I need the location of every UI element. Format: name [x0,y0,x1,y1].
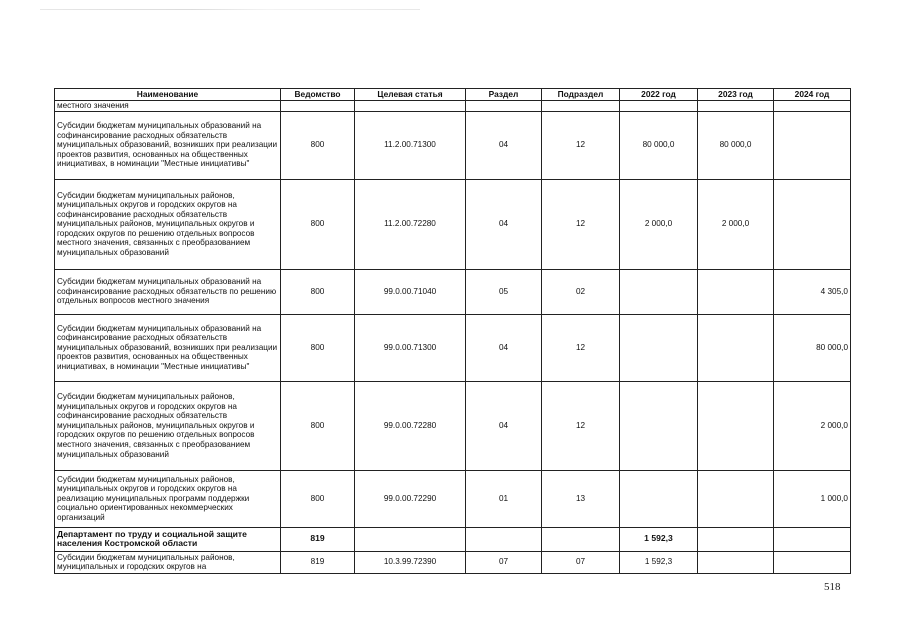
cell-vedomstvo: 819 [281,527,355,551]
table-row [55,179,851,269]
table-row [55,111,851,179]
cell-razdel: 05 [466,269,542,314]
cell-2023: 80 000,0 [698,111,774,179]
cell-podrazdel [542,527,620,551]
cell-name: Субсидии бюджетам муниципальных районов, муниципальных округов и городских округов на реализацию муниципальных программ поддержки социально ориентированных некоммерческих организаций [55,470,281,527]
cell-2024 [774,101,851,112]
cell-podrazdel: 02 [542,269,620,314]
cell-razdel [466,527,542,551]
cell-razdel: 07 [466,551,542,573]
cell-vedomstvo: 800 [281,381,355,470]
cell-2022 [620,101,698,112]
cell-2023 [698,101,774,112]
cell-podrazdel: 13 [542,470,620,527]
cell-name: Субсидии бюджетам муниципальных образований на софинансирование расходных обязательств муниципальных образований, возникших при реализации проектов развития, основанных на общественных инициативах, в номинации "Местные инициативы" [55,111,281,179]
table-row [55,314,851,381]
cell-2024: 80 000,0 [774,314,851,381]
cell-statya: 99.0.00.71300 [355,314,466,381]
cell-2023 [698,381,774,470]
cell-podrazdel: 12 [542,381,620,470]
col-header-2023: 2023 год [698,89,774,101]
cell-2022: 1 592,3 [620,527,698,551]
cell-vedomstvo: 819 [281,551,355,573]
cell-vedomstvo: 800 [281,179,355,269]
cell-razdel: 04 [466,314,542,381]
cell-statya: 11.2.00.72280 [355,179,466,269]
cell-razdel: 01 [466,470,542,527]
cell-statya: 99.0.00.71040 [355,269,466,314]
cell-razdel: 04 [466,381,542,470]
cell-name: Субсидии бюджетам муниципальных образований на софинансирование расходных обязательств по решению отдельных вопросов местного значения [55,269,281,314]
cell-name: местного значения [55,101,281,112]
cell-2023 [698,527,774,551]
cell-2024: 4 305,0 [774,269,851,314]
cell-statya [355,101,466,112]
cell-2023 [698,470,774,527]
cell-2024 [774,527,851,551]
cell-podrazdel: 12 [542,111,620,179]
table-header-row [55,89,851,101]
cell-podrazdel: 07 [542,551,620,573]
col-header-statya: Целевая статья [355,89,466,101]
cell-2022 [620,269,698,314]
col-header-podrazdel: Подраздел [542,89,620,101]
cell-2023 [698,314,774,381]
col-header-2022: 2022 год [620,89,698,101]
cell-statya: 99.0.00.72280 [355,381,466,470]
cell-2022 [620,381,698,470]
cell-name: Субсидии бюджетам муниципальных районов, муниципальных и городских округов на [55,551,281,573]
cell-razdel: 04 [466,111,542,179]
budget-table [54,88,851,574]
scan-artifact [40,9,420,10]
cell-vedomstvo: 800 [281,470,355,527]
cell-2022 [620,314,698,381]
cell-2023 [698,269,774,314]
cell-statya: 11.2.00.71300 [355,111,466,179]
cell-2024 [774,179,851,269]
cell-razdel [466,101,542,112]
page-number: 518 [824,581,841,593]
cell-2022 [620,470,698,527]
cell-2023 [698,551,774,573]
table-row-department [55,527,851,551]
table-row [55,470,851,527]
cell-2023: 2 000,0 [698,179,774,269]
cell-name: Субсидии бюджетам муниципальных районов, муниципальных округов и городских округов на софинансирование расходных обязательств муниципальных районов, муниципальных округов и городских округов по решению отдельных вопросов местного значения, связанных с преобразованием муниципальных образований [55,179,281,269]
cell-2024 [774,551,851,573]
cell-name: Субсидии бюджетам муниципальных образований на софинансирование расходных обязательств муниципальных образований, возникших при реализации проектов развития, основанных на общественных инициативах, в номинации "Местные инициативы" [55,314,281,381]
table-row [55,269,851,314]
cell-2022: 1 592,3 [620,551,698,573]
cell-statya [355,527,466,551]
cell-2024: 2 000,0 [774,381,851,470]
cell-vedomstvo: 800 [281,111,355,179]
col-header-vedomstvo: Ведомство [281,89,355,101]
table-row [55,551,851,573]
cell-podrazdel [542,101,620,112]
cell-vedomstvo: 800 [281,314,355,381]
cell-statya: 10.3.99.72390 [355,551,466,573]
cell-podrazdel: 12 [542,314,620,381]
cell-2022: 2 000,0 [620,179,698,269]
cell-2024: 1 000,0 [774,470,851,527]
cell-name: Субсидии бюджетам муниципальных районов, муниципальных округов и городских округов на софинансирование расходных обязательств муниципальных районов, муниципальных округов и городских округов по решению отдельных вопросов местного значения, связанных с преобразованием муниципальных образований [55,381,281,470]
cell-statya: 99.0.00.72290 [355,470,466,527]
cell-podrazdel: 12 [542,179,620,269]
cell-vedomstvo: 800 [281,269,355,314]
cell-razdel: 04 [466,179,542,269]
cell-2022: 80 000,0 [620,111,698,179]
cell-vedomstvo [281,101,355,112]
col-header-razdel: Раздел [466,89,542,101]
table-row [55,101,851,112]
col-header-2024: 2024 год [774,89,851,101]
cell-2024 [774,111,851,179]
col-header-name: Наименование [55,89,281,101]
table-row [55,381,851,470]
cell-name: Департамент по труду и социальной защите населения Костромской области [55,527,281,551]
